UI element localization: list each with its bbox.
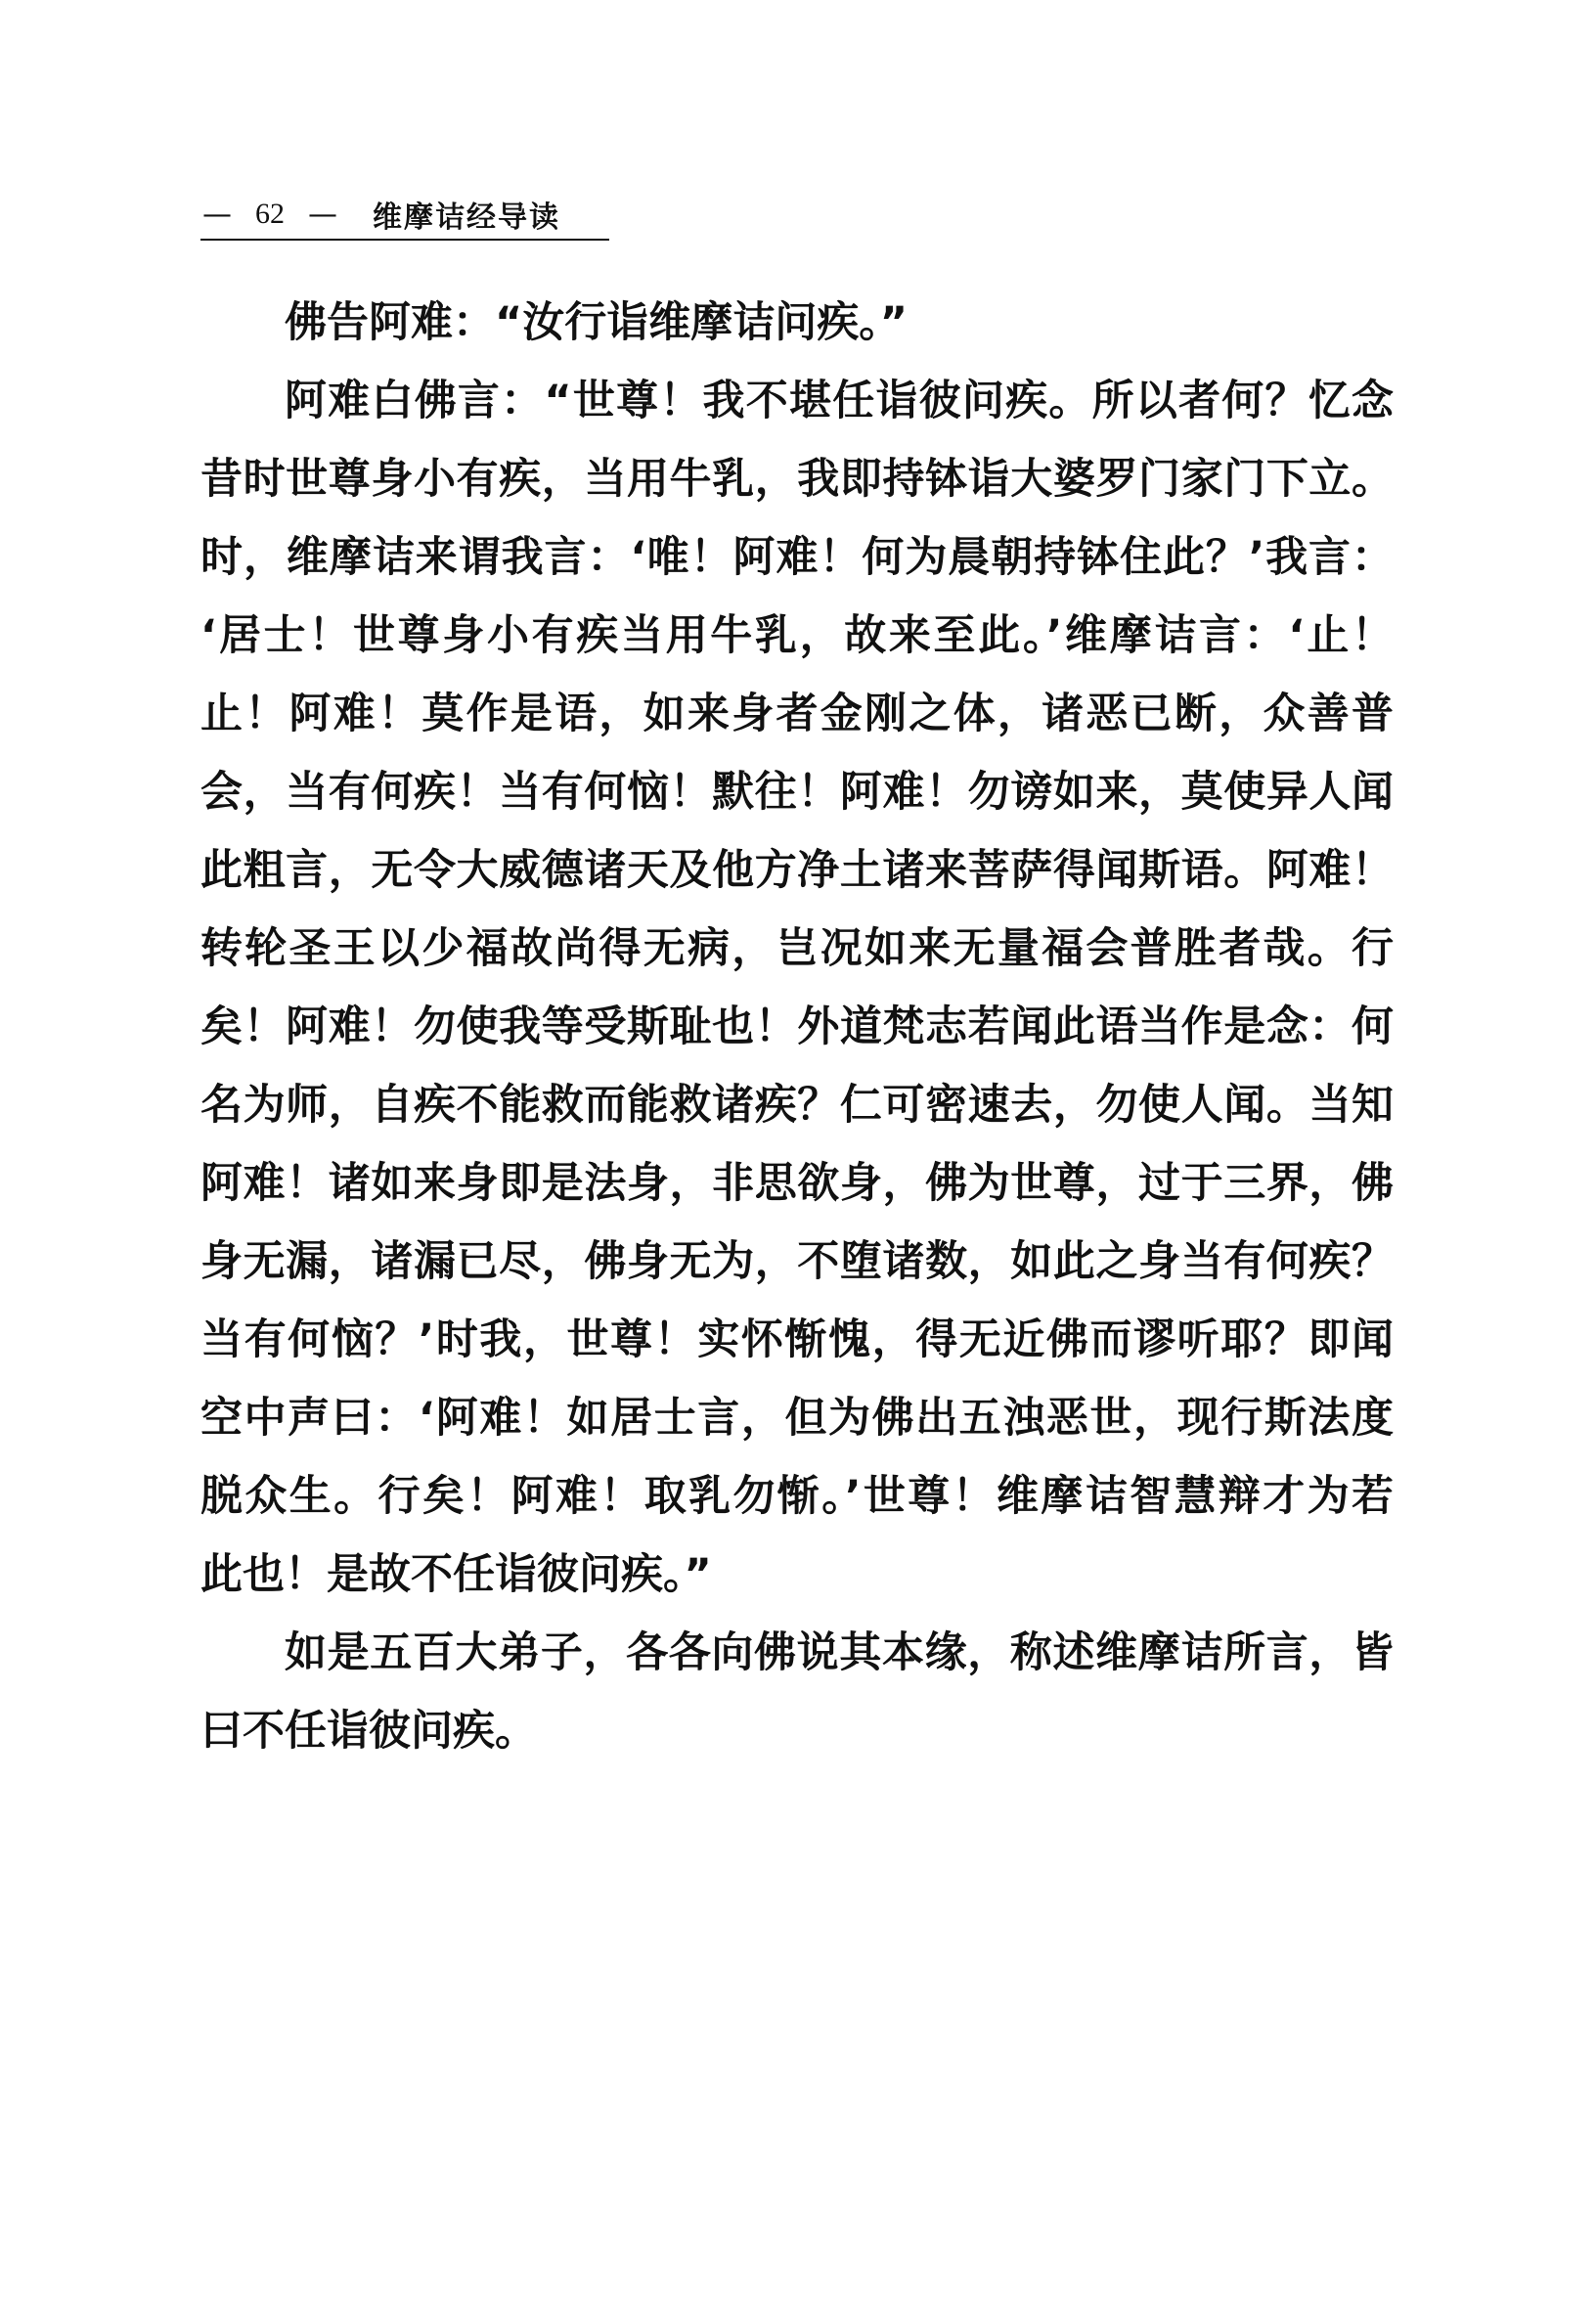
text-line: 阿难白佛言：“世尊！我不堪任诣彼问疾。所以者何？忆念 bbox=[285, 377, 1394, 425]
text-line: 会，当有何疾！当有何恼！默往！阿难！勿谤如来，莫使异人闻 bbox=[200, 768, 1394, 817]
text-line: 空中声曰：‘阿难！如居士言，但为佛出五浊恶世，现行斯法度 bbox=[200, 1394, 1394, 1443]
text-line: 此粗言，无令大威德诸天及他方净土诸来菩萨得闻斯语。阿难！ bbox=[200, 846, 1394, 895]
header-dash-left: — bbox=[202, 197, 232, 232]
text-line: 身无漏，诸漏已尽，佛身无为，不堕诸数，如此之身当有何疾？ bbox=[200, 1237, 1394, 1286]
text-line: 名为师，自疾不能救而能救诸疾？仁可密速去，勿使人闻。当知 bbox=[200, 1081, 1394, 1130]
text-line: 脱众生。行矣！阿难！取乳勿惭。’世尊！维摩诘智慧辩才为若 bbox=[200, 1472, 1394, 1521]
page-number: 62 bbox=[255, 198, 285, 230]
text-line: 佛告阿难：“汝行诣维摩诘问疾。” bbox=[285, 298, 909, 347]
text-line: 此也！是故不任诣彼问疾。” bbox=[200, 1550, 712, 1599]
text-line: 如是五百大弟子，各各向佛说其本缘，称述维摩诘所言，皆 bbox=[285, 1628, 1394, 1677]
text-line: ‘居士！世尊身小有疾当用牛乳，故来至此。’维摩诘言：‘止！ bbox=[200, 611, 1394, 660]
text-line: 转轮圣王以少福故尚得无病，岂况如来无量福会普胜者哉。行 bbox=[200, 924, 1394, 973]
text-line: 阿难！诸如来身即是法身，非思欲身，佛为世尊，过于三界，佛 bbox=[200, 1159, 1394, 1208]
text-line: 时，维摩诘来谓我言：‘唯！阿难！何为晨朝持钵住此？’我言： bbox=[200, 533, 1394, 582]
book-title: 维摩诘经导读 bbox=[373, 200, 560, 235]
text-line: 曰不任诣彼问疾。 bbox=[200, 1707, 537, 1756]
text-line: 矣！阿难！勿使我等受斯耻也！外道梵志若闻此语当作是念：何 bbox=[200, 1002, 1394, 1051]
body-text bbox=[200, 284, 1394, 1770]
running-head bbox=[200, 192, 560, 237]
text-line: 昔时世尊身小有疾，当用牛乳，我即持钵诣大婆罗门家门下立。 bbox=[200, 455, 1394, 504]
text-line: 当有何恼？’时我，世尊！实怀惭愧，得无近佛而谬听耶？即闻 bbox=[200, 1315, 1394, 1364]
text-line: 止！阿难！莫作是语，如来身者金刚之体，诸恶已断，众善普 bbox=[200, 690, 1394, 738]
header-dash-right: — bbox=[308, 197, 337, 232]
header-rule bbox=[200, 239, 609, 241]
